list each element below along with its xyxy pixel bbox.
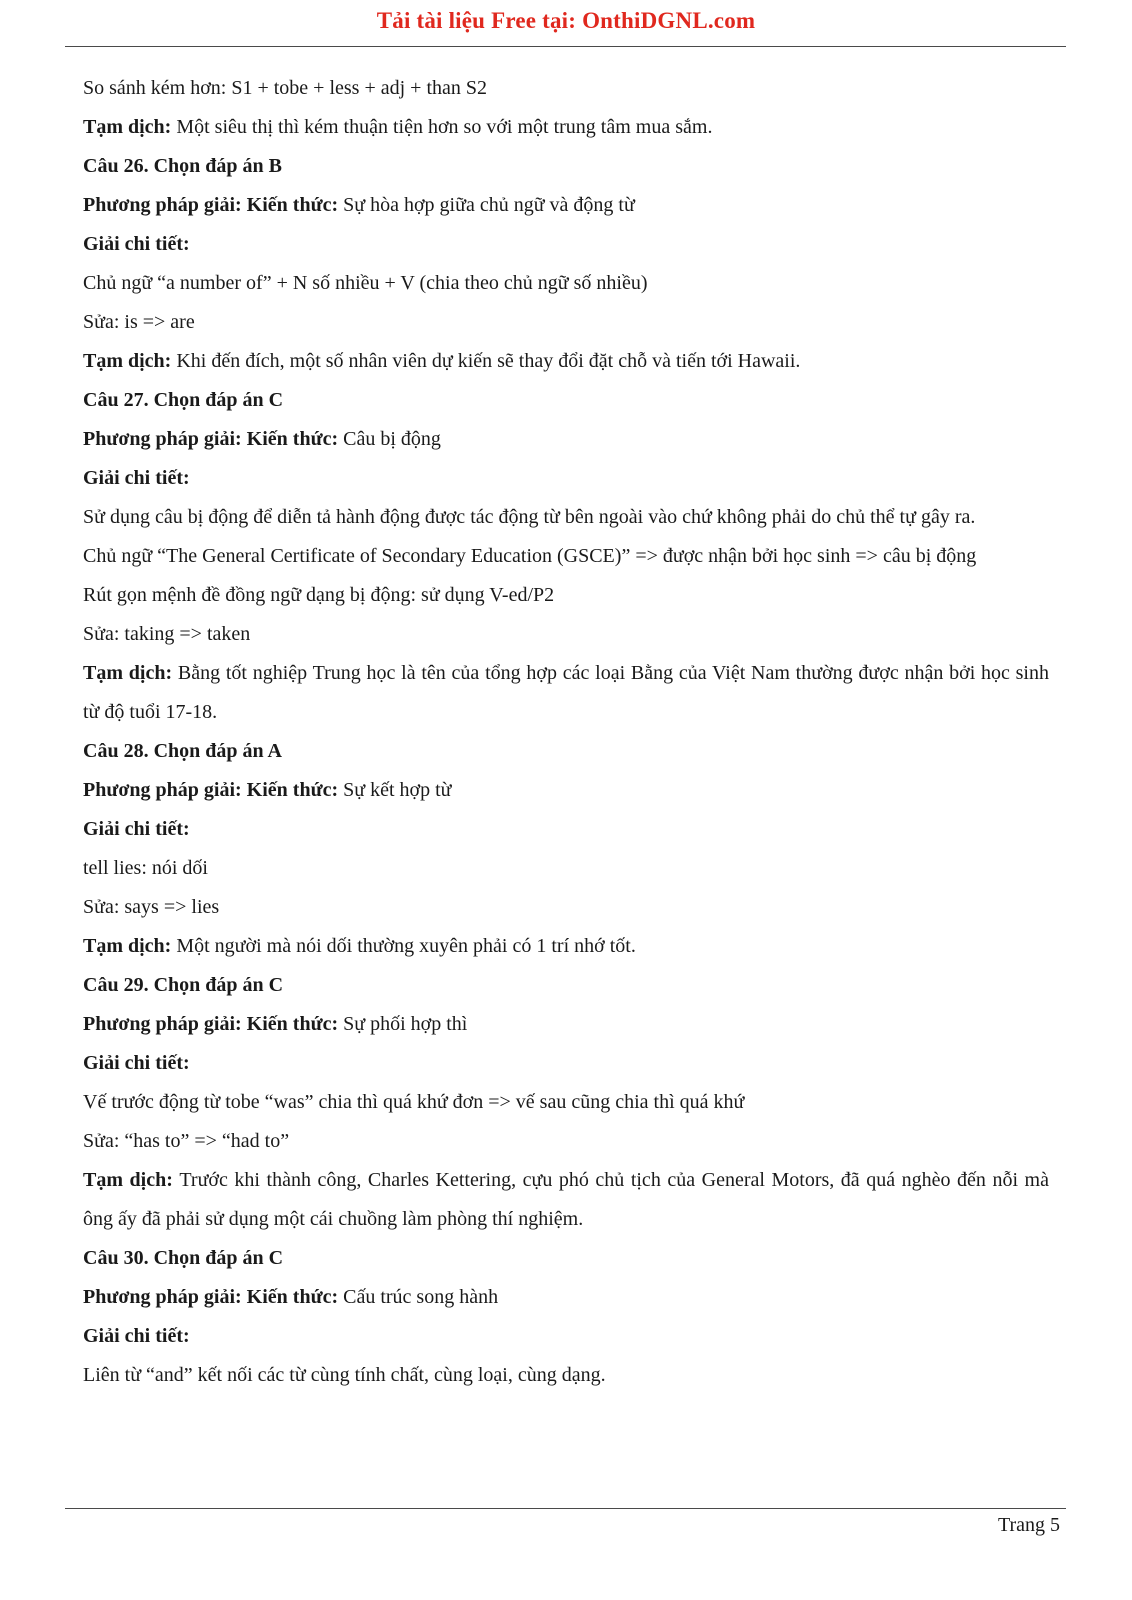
paragraph-bold-run: Phương pháp giải: Kiến thức: (83, 194, 344, 216)
paragraph-text-run: Sửa: “has to” => “had to” (83, 1130, 290, 1152)
paragraph-text-run: Sửa: taking => taken (83, 623, 251, 645)
paragraph (83, 966, 1049, 1005)
paragraph-text-run: Chủ ngữ “The General Certificate of Secondary Education (GSCE)” => được nhận bởi học sinh => câu bị động (83, 545, 977, 567)
paragraph (83, 732, 1049, 771)
paragraph (83, 186, 1049, 225)
paragraph-text-run: Sử dụng câu bị động để diễn tả hành động được tác động từ bên ngoài vào chứ không phải do chủ thể tự gây ra. (83, 506, 976, 528)
paragraph-bold-run: Tạm dịch: (83, 116, 177, 138)
paragraph-text-run: Khi đến đích, một số nhân viên dự kiến sẽ thay đổi đặt chỗ và tiến tới Hawaii. (176, 350, 801, 372)
paragraph (83, 303, 1049, 342)
paragraph-text-run: Sửa: says => lies (83, 896, 220, 918)
paragraph-text-run: Sự kết hợp từ (343, 779, 452, 801)
paragraph (83, 1317, 1049, 1356)
paragraph (83, 108, 1049, 147)
paragraph-bold-run: Phương pháp giải: Kiến thức: (83, 1286, 344, 1308)
page-number: Trang 5 (997, 1514, 1060, 1536)
paragraph-text-run: Sự phối hợp thì (343, 1013, 468, 1035)
paragraph-text-run: Bằng tốt nghiệp Trung học là tên của tổng hợp các loại Bằng của Việt Nam thường được nhận bởi học sinh từ độ tuổi 17-18. (83, 662, 1049, 723)
paragraph-bold-run: Tạm dịch: (83, 935, 177, 957)
paragraph-bold-run: Giải chi tiết: (83, 1325, 190, 1347)
paragraph (83, 654, 1049, 732)
paragraph-bold-run: Câu 27. Chọn đáp án C (83, 389, 284, 411)
paragraph (83, 615, 1049, 654)
paragraph-bold-run: Câu 28. Chọn đáp án A (83, 740, 282, 762)
paragraph-text-run: tell lies: nói dối (83, 857, 208, 879)
paragraph-text-run: Sự hòa hợp giữa chủ ngữ và động từ (343, 194, 635, 216)
paragraph-bold-run: Tạm dịch: (83, 350, 177, 372)
paragraph-text-run: Liên từ “and” kết nối các từ cùng tính chất, cùng loại, cùng dạng. (83, 1364, 606, 1386)
paragraph-text-run: Một siêu thị thì kém thuận tiện hơn so với một trung tâm mua sắm. (176, 116, 713, 138)
paragraph (83, 927, 1049, 966)
paragraph (83, 1278, 1049, 1317)
paragraph (83, 888, 1049, 927)
paragraph (83, 576, 1049, 615)
page-footer (998, 1514, 1060, 1537)
paragraph-text-run: So sánh kém hơn: S1 + tobe + less + adj + than S2 (83, 77, 488, 99)
paragraph-text-run: Câu bị động (343, 428, 441, 450)
paragraph (83, 1083, 1049, 1122)
paragraph-bold-run: Câu 30. Chọn đáp án C (83, 1247, 284, 1269)
paragraph-text-run: Sửa: is => are (83, 311, 195, 333)
paragraph-bold-run: Giải chi tiết: (83, 1052, 190, 1074)
paragraph-text-run: Trước khi thành công, Charles Kettering, cựu phó chủ tịch của General Motors, đã quá nghèo đến nỗi mà ông ấy đã phải sử dụng một cái chuồng làm phòng thí nghiệm. (83, 1169, 1049, 1230)
paragraph-bold-run: Câu 26. Chọn đáp án B (83, 155, 282, 177)
paragraph (83, 264, 1049, 303)
paragraph-text-run: Rút gọn mệnh đề đồng ngữ dạng bị động: sử dụng V-ed/P2 (83, 584, 555, 606)
paragraph-text-run: Chủ ngữ “a number of” + N số nhiều + V (chia theo chủ ngữ số nhiều) (83, 272, 648, 294)
paragraph-text-run: Cấu trúc song hành (343, 1286, 499, 1308)
paragraph (83, 537, 1049, 576)
page-header (0, 8, 1132, 34)
paragraph (83, 849, 1049, 888)
paragraph (83, 1239, 1049, 1278)
paragraph-bold-run: Tạm dịch: (83, 662, 178, 684)
paragraph (83, 225, 1049, 264)
document-body (83, 69, 1049, 1395)
paragraph-bold-run: Phương pháp giải: Kiến thức: (83, 1013, 344, 1035)
paragraph (83, 381, 1049, 420)
paragraph (83, 69, 1049, 108)
paragraph (83, 1122, 1049, 1161)
paragraph-bold-run: Phương pháp giải: Kiến thức: (83, 779, 344, 801)
paragraph (83, 1356, 1049, 1395)
paragraph (83, 1044, 1049, 1083)
header-title: Tải tài liệu Free tại: OnthiDGNL.com (376, 8, 756, 33)
paragraph-text-run: Vế trước động từ tobe “was” chia thì quá khứ đơn => vế sau cũng chia thì quá khứ (83, 1091, 745, 1113)
paragraph-bold-run: Câu 29. Chọn đáp án C (83, 974, 284, 996)
paragraph (83, 1005, 1049, 1044)
footer-divider (65, 1508, 1066, 1509)
paragraph (83, 1161, 1049, 1239)
paragraph (83, 498, 1049, 537)
paragraph-bold-run: Giải chi tiết: (83, 818, 190, 840)
paragraph-bold-run: Giải chi tiết: (83, 467, 190, 489)
header-divider (65, 46, 1066, 47)
paragraph (83, 771, 1049, 810)
paragraph-bold-run: Phương pháp giải: Kiến thức: (83, 428, 344, 450)
paragraph (83, 810, 1049, 849)
paragraph-bold-run: Giải chi tiết: (83, 233, 190, 255)
paragraph (83, 147, 1049, 186)
paragraph (83, 459, 1049, 498)
paragraph (83, 342, 1049, 381)
paragraph-text-run: Một người mà nói dối thường xuyên phải có 1 trí nhớ tốt. (176, 935, 636, 957)
paragraph-bold-run: Tạm dịch: (83, 1169, 180, 1191)
paragraph (83, 420, 1049, 459)
